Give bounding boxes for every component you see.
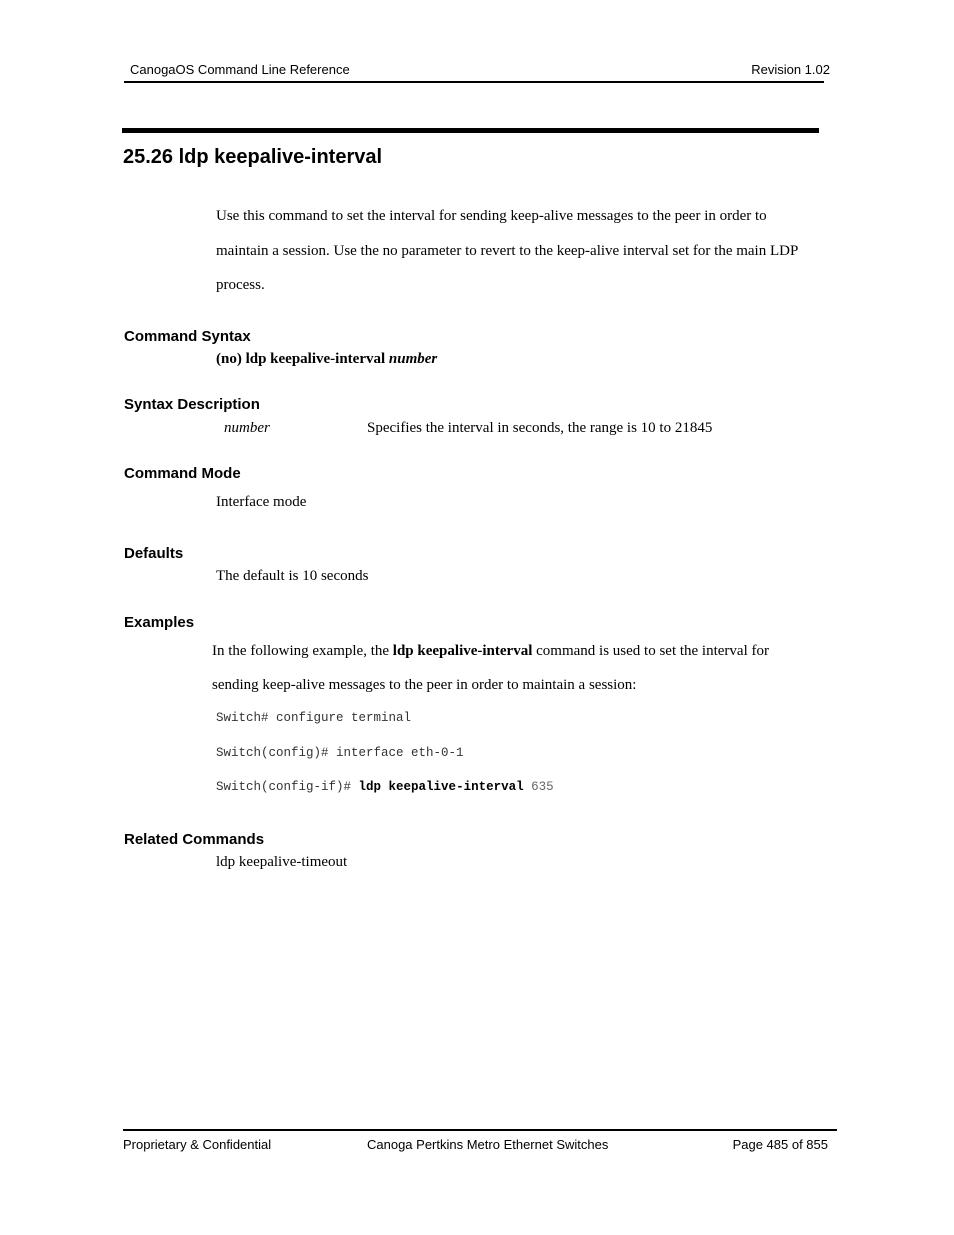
- examples-line-1: In the following example, the ldp keepalive-interval command is used to set the interval for: [212, 643, 769, 659]
- command-syntax-line: [216, 350, 437, 368]
- syntax-description-heading: Syntax Description: [124, 396, 260, 413]
- examples-line-2: sending keep-alive messages to the peer in order to maintain a session:: [212, 677, 637, 693]
- related-commands-heading: Related Commands: [124, 831, 265, 848]
- intro-line-2: maintain a session. Use the no parameter to revert to the keep-alive interval set for the main LDP: [216, 242, 799, 259]
- command-syntax-param: number: [388, 351, 438, 367]
- related-command-item: ldp keepalive-timeout: [216, 854, 348, 870]
- code-command: ldp keepalive-interval: [358, 780, 524, 794]
- section-title: 25.26 ldp keepalive-interval: [123, 146, 383, 168]
- title-rule: [122, 128, 819, 133]
- footer-confidentiality: Proprietary & Confidential: [123, 1137, 272, 1152]
- syntax-description-param: number: [224, 420, 270, 436]
- command-syntax-command: (no) ldp keepalive-interval: [216, 351, 386, 367]
- intro-paragraph: [216, 199, 826, 303]
- command-mode-value: Interface mode: [216, 494, 307, 510]
- code-line-3: Switch(config-if)# ldp keepalive-interval 635: [216, 780, 554, 794]
- intro-line-3: process.: [216, 277, 265, 293]
- footer-product: Canoga Pertkins Metro Ethernet Switches: [367, 1137, 609, 1152]
- header-revision: Revision 1.02: [751, 62, 830, 77]
- footer-page-number: Page 485 of 855: [732, 1137, 828, 1152]
- defaults-value: The default is 10 seconds: [216, 568, 369, 584]
- footer-divider: [123, 1129, 837, 1131]
- examples-command-name: ldp keepalive-interval: [392, 643, 533, 659]
- code-line-2: Switch(config)# interface eth-0-1: [216, 746, 464, 760]
- code-argument: 635: [531, 780, 554, 794]
- header-divider: [124, 81, 824, 83]
- header-doc-title: CanogaOS Command Line Reference: [130, 62, 350, 77]
- syntax-description-text: Specifies the interval in seconds, the range is 10 to 21845: [367, 420, 713, 436]
- command-mode-heading: Command Mode: [124, 465, 241, 482]
- defaults-heading: Defaults: [124, 545, 184, 562]
- examples-heading: Examples: [124, 614, 195, 631]
- intro-line-1: Use this command to set the interval for sending keep-alive messages to the peer in order to: [216, 208, 767, 224]
- code-line-1: Switch# configure terminal: [216, 711, 412, 725]
- command-syntax-heading: Command Syntax: [124, 328, 251, 345]
